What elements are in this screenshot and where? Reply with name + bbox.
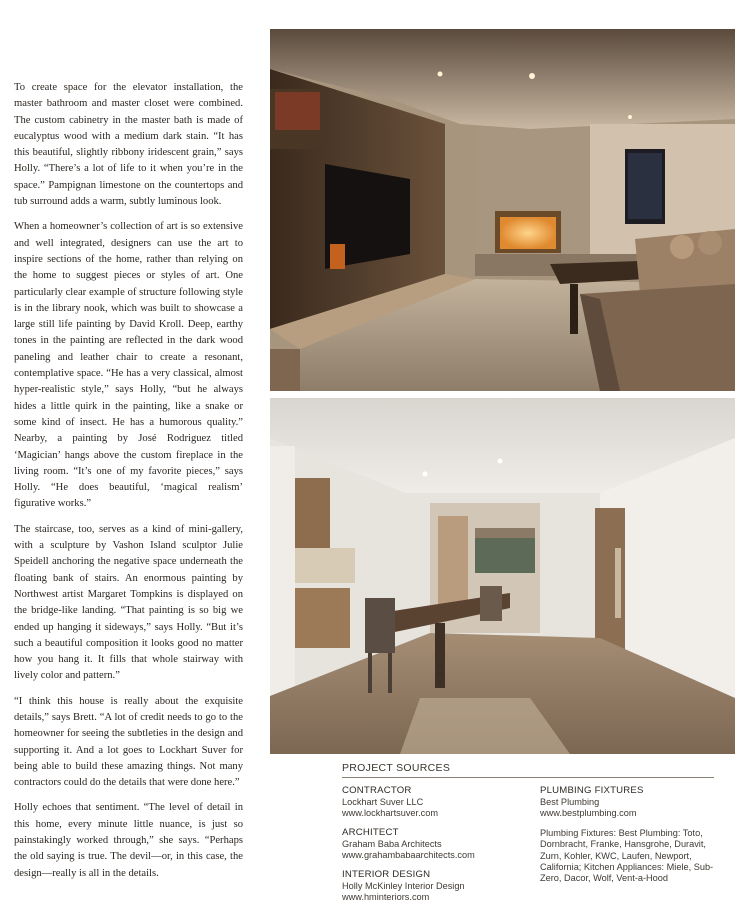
architect-entry — [342, 827, 540, 861]
plumbing-note: Plumbing Fixtures: Best Plumbing: Toto, Dornbracht, Franke, Hansgrohe, Duravit, Zurn, Kohler, KWC, Laufen, Newport, California; Kitchen Appliances: Miele, Sub-Zero, Dacor, Wolf, Vent-a-Hood — [540, 828, 714, 884]
plumbing-heading: PLUMBING FIXTURES — [540, 785, 644, 796]
architect-url[interactable]: www.grahambabaarchitects.com — [342, 849, 475, 860]
dining-room-photo — [270, 398, 735, 754]
architect-heading: ARCHITECT — [342, 827, 399, 839]
interior-design-url[interactable]: www.hminteriors.com — [342, 891, 430, 902]
article-paragraph: “I think this house is really about the exquisite details,” says Brett. “A lot of credit needs to go to the homeowner for seeing the subtleties in the design and supporting it. And a lot goes to Lockhart Suver for being able to build these amazing things. Not many contractors could do the details that were done here.” — [14, 695, 243, 789]
article-paragraph: The staircase, too, serves as a kind of mini-gallery, with a sculpture by Vashon Island sculptor Julie Speidell anchoring the negative space underneath the floating bank of stairs. An enormous painting by Northwest artist Margaret Tompkins is displayed on the bridge-like landing. “That painting is so big we ended up hanging it sideways,” says Holly. “But it’s such a beautiful composition it looks good no matter how you hang it. It fills that whole stairway with lively color and pattern.” — [14, 523, 243, 682]
project-sources — [342, 762, 714, 911]
contractor-url[interactable]: www.lockhartsuver.com — [342, 807, 438, 818]
article-paragraph: To create space for the elevator installation, the master bathroom and master closet were combined. The custom cabinetry in the master bath is made of eucalyptus wood with a medium dark stain. “It has this beautiful, slightly ribbony iridescent grain,” says Holly. “There’s a lot of life to it when you’re in the space.” Pampignan limestone on the countertops and tub surround adds a warm, subtly luminous look. — [14, 82, 243, 208]
plumbing-entry — [540, 785, 714, 885]
plumbing-url[interactable]: www.bestplumbing.com — [540, 807, 637, 818]
architect-name: Graham Baba Architects — [342, 838, 442, 849]
article-paragraph: Holly echoes that sentiment. “The level of detail in this home, every minute little nuance, is just so painstakingly worked through,” she says. “Perhaps the old saying is true. The devil—or, in this case, the design—really is all in the details. — [14, 802, 243, 879]
interior-design-name: Holly McKinley Interior Design — [342, 880, 465, 891]
plumbing-name: Best Plumbing — [540, 796, 600, 807]
living-room-photo — [270, 29, 735, 391]
contractor-entry — [342, 785, 540, 819]
article-paragraph: When a homeowner’s collection of art is so extensive and well integrated, designers can use the art to inspire sections of the home, rather than relying on the home to suggest pieces or styles of art. One particularly clear example of structure following style is in the library nook, which was built to showcase a large still life painting by David Kroll. Deep, earthy tones in the painting are reflected in the dark wood paneling and leather chair to create a resonant, contemplative space. “He has a very classical, almost hyper-realistic style,” says Holly, “but he always hides a little quirk in the painting, like a snake or some kind of insect. He has a humorous quality.” Nearby, a painting by José Rodriguez titled ‘Magician’ hangs above the custom fireplace in the living room. “It’s one of my favorite pieces,” says Holly. “He does beautiful, ‘magical realism’ figurative works.” — [14, 221, 243, 510]
contractor-name: Lockhart Suver LLC — [342, 796, 424, 807]
interior-design-heading: INTERIOR DESIGN — [342, 869, 431, 881]
interior-design-entry — [342, 869, 540, 903]
sources-title: PROJECT SOURCES — [342, 762, 714, 778]
contractor-heading: CONTRACTOR — [342, 785, 412, 796]
article-body — [14, 80, 243, 891]
